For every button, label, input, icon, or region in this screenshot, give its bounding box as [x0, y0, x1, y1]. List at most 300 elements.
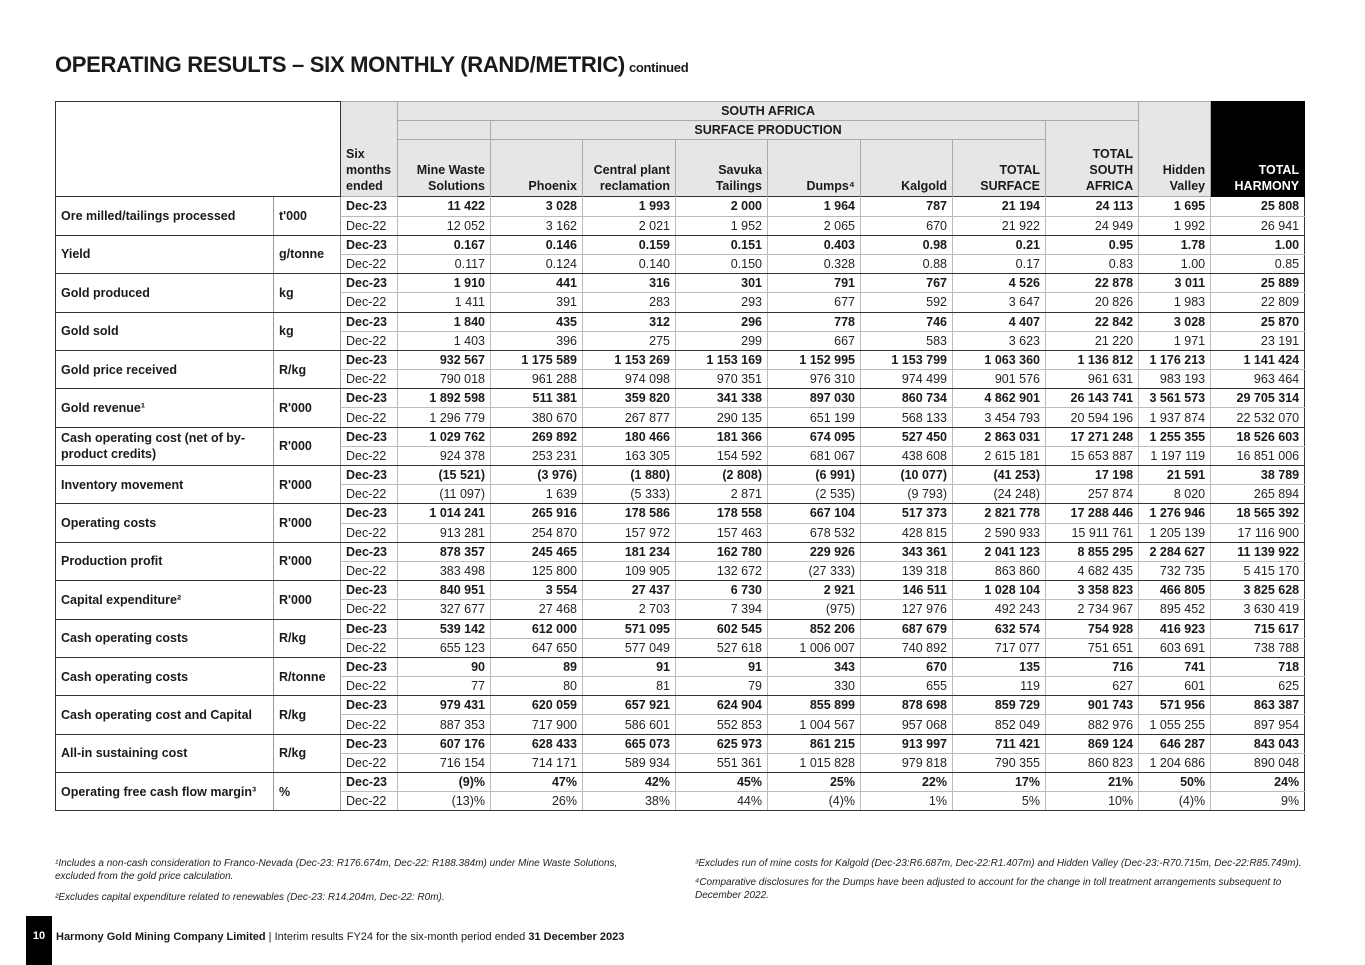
row-unit: t'000	[274, 197, 341, 235]
footnote-2: ²Excludes capital expenditure related to renewables (Dec-23: R14.204m, Dec-22: R0m).	[55, 892, 445, 903]
table-cell: 11 139 922	[1211, 542, 1305, 561]
table-cell: 790 355	[953, 753, 1046, 772]
table-cell: 667	[768, 331, 861, 350]
footnote-4: ⁴Comparative disclosures for the Dumps have been adjusted to account for the change in toll treatment arrangements subsequent to December 2022.	[695, 877, 1282, 901]
table-cell: 878 698	[861, 696, 953, 715]
table-cell: 4 682 435	[1046, 561, 1139, 580]
header-total-harmony	[1211, 102, 1305, 197]
table-cell: 586 601	[583, 715, 676, 734]
table-cell: 8 020	[1139, 485, 1211, 504]
row-period: Dec-22	[341, 523, 398, 542]
table-cell: 89	[491, 657, 583, 676]
table-cell: 961 288	[491, 370, 583, 389]
table-cell: 861 215	[768, 734, 861, 753]
table-cell: 20 826	[1046, 293, 1139, 312]
row-unit: R'000	[274, 389, 341, 427]
table-cell: 3 561 573	[1139, 389, 1211, 408]
row-period: Dec-22	[341, 370, 398, 389]
table-cell: 632 574	[953, 619, 1046, 638]
table-cell: 674 095	[768, 427, 861, 446]
row-period: Dec-23	[341, 235, 398, 254]
table-cell: 343 361	[861, 542, 953, 561]
table-cell: 863 860	[953, 561, 1046, 580]
table-cell: 1 964	[768, 197, 861, 216]
table-cell: 897 954	[1211, 715, 1305, 734]
table-cell: 963 464	[1211, 370, 1305, 389]
table-cell: 655 123	[398, 638, 491, 657]
row-unit: R/kg	[274, 734, 341, 772]
table-cell: 27 468	[491, 600, 583, 619]
table-cell: 435	[491, 312, 583, 331]
table-body	[56, 197, 1305, 811]
header-blank	[56, 102, 341, 197]
page-footer	[26, 916, 726, 965]
row-label: Yield	[56, 235, 274, 273]
page-number: 10	[26, 916, 52, 965]
table-cell: 2 021	[583, 216, 676, 235]
table-cell: 527 618	[676, 638, 768, 657]
table-cell: 0.328	[768, 254, 861, 273]
table-cell: 119	[953, 677, 1046, 696]
table-cell: 646 287	[1139, 734, 1211, 753]
table-cell: 1 153 269	[583, 350, 676, 369]
table-cell: (9 793)	[861, 485, 953, 504]
table-cell: 1 992	[1139, 216, 1211, 235]
row-label: Gold sold	[56, 312, 274, 350]
table-cell: 17%	[953, 773, 1046, 792]
table-cell: 3 028	[1139, 312, 1211, 331]
table-cell: 24 113	[1046, 197, 1139, 216]
table-cell: 1 910	[398, 274, 491, 293]
table-cell: 22%	[861, 773, 953, 792]
table-cell: 539 142	[398, 619, 491, 638]
table-row	[56, 696, 1305, 715]
table-cell: 428 815	[861, 523, 953, 542]
table-cell: 667 104	[768, 504, 861, 523]
table-cell: 330	[768, 677, 861, 696]
table-cell: 1 006 007	[768, 638, 861, 657]
table-cell: 624 904	[676, 696, 768, 715]
table-cell: 2 821 778	[953, 504, 1046, 523]
row-period: Dec-23	[341, 619, 398, 638]
table-cell: 852 049	[953, 715, 1046, 734]
row-period: Dec-22	[341, 293, 398, 312]
table-cell: 2 065	[768, 216, 861, 235]
table-cell: 22 532 070	[1211, 408, 1305, 427]
row-unit: R'000	[274, 427, 341, 465]
table-cell: 3 554	[491, 581, 583, 600]
table-cell: (27 333)	[768, 561, 861, 580]
table-cell: 3 162	[491, 216, 583, 235]
table-cell: 551 361	[676, 753, 768, 772]
table-cell: 391	[491, 293, 583, 312]
table-cell: 42%	[583, 773, 676, 792]
table-cell: 18 526 603	[1211, 427, 1305, 446]
table-cell: 901 743	[1046, 696, 1139, 715]
table-cell: 6 730	[676, 581, 768, 600]
table-cell: 5%	[953, 792, 1046, 811]
table-cell: 651 199	[768, 408, 861, 427]
table-cell: 655	[861, 677, 953, 696]
table-cell: 859 729	[953, 696, 1046, 715]
table-cell: 1 014 241	[398, 504, 491, 523]
table-cell: 21 220	[1046, 331, 1139, 350]
table-cell: 913 997	[861, 734, 953, 753]
table-cell: 625 973	[676, 734, 768, 753]
table-cell: 778	[768, 312, 861, 331]
table-cell: 970 351	[676, 370, 768, 389]
table-cell: 670	[861, 657, 953, 676]
table-cell: (1 880)	[583, 466, 676, 485]
row-period: Dec-22	[341, 600, 398, 619]
table-cell: (10 077)	[861, 466, 953, 485]
row-period: Dec-23	[341, 542, 398, 561]
table-cell: (41 253)	[953, 466, 1046, 485]
table-cell: 2 703	[583, 600, 676, 619]
table-cell: 1 695	[1139, 197, 1211, 216]
table-cell: 257 874	[1046, 485, 1139, 504]
header-six-months-ended: Six months ended	[341, 102, 398, 197]
table-cell: 11 422	[398, 197, 491, 216]
row-period: Dec-22	[341, 331, 398, 350]
table-cell: 527 450	[861, 427, 953, 446]
table-cell: (13)%	[398, 792, 491, 811]
table-cell: 45%	[676, 773, 768, 792]
table-cell: 127 976	[861, 600, 953, 619]
table-cell: 3 630 419	[1211, 600, 1305, 619]
table-cell: 3 358 823	[1046, 581, 1139, 600]
table-cell: 26 143 741	[1046, 389, 1139, 408]
table-cell: 1 840	[398, 312, 491, 331]
row-label: Capital expenditure²	[56, 581, 274, 619]
table-cell: 711 421	[953, 734, 1046, 753]
row-label: Operating free cash flow margin³	[56, 773, 274, 811]
table-cell: 0.88	[861, 254, 953, 273]
table-cell: 157 972	[583, 523, 676, 542]
table-cell: 1 983	[1139, 293, 1211, 312]
table-cell: 1 197 119	[1139, 446, 1211, 465]
table-cell: 44%	[676, 792, 768, 811]
table-cell: 25%	[768, 773, 861, 792]
table-cell: 21%	[1046, 773, 1139, 792]
row-label: Operating costs	[56, 504, 274, 542]
table-cell: 253 231	[491, 446, 583, 465]
table-cell: 245 465	[491, 542, 583, 561]
table-cell: 109 905	[583, 561, 676, 580]
row-label: Gold produced	[56, 274, 274, 312]
table-cell: 283	[583, 293, 676, 312]
table-cell: 852 206	[768, 619, 861, 638]
row-period: Dec-23	[341, 197, 398, 216]
row-period: Dec-23	[341, 427, 398, 446]
row-period: Dec-23	[341, 389, 398, 408]
table-cell: 738 788	[1211, 638, 1305, 657]
row-period: Dec-22	[341, 408, 398, 427]
table-row	[56, 773, 1305, 792]
table-cell: 890 048	[1211, 753, 1305, 772]
row-unit: R/kg	[274, 619, 341, 657]
table-row	[56, 734, 1305, 753]
row-period: Dec-22	[341, 715, 398, 734]
table-cell: 9%	[1211, 792, 1305, 811]
table-cell: 0.85	[1211, 254, 1305, 273]
table-cell: 146 511	[861, 581, 953, 600]
table-cell: 0.98	[861, 235, 953, 254]
table-cell: 1 029 762	[398, 427, 491, 446]
table-cell: 860 823	[1046, 753, 1139, 772]
table-cell: 2 871	[676, 485, 768, 504]
table-cell: (2 808)	[676, 466, 768, 485]
row-period: Dec-23	[341, 581, 398, 600]
footnote-3: ³Excludes run of mine costs for Kalgold (Dec-23:R6.687m, Dec-22:R1.407m) and Hidden Valley (Dec-23:-R70.715m, Dec-22:R85.749m).	[695, 858, 1302, 869]
row-period: Dec-22	[341, 446, 398, 465]
table-cell: 3 011	[1139, 274, 1211, 293]
table-cell: 359 820	[583, 389, 676, 408]
table-cell: 77	[398, 677, 491, 696]
table-cell: 0.95	[1046, 235, 1139, 254]
table-row	[56, 312, 1305, 331]
table-cell: 2 734 967	[1046, 600, 1139, 619]
table-cell: 607 176	[398, 734, 491, 753]
row-unit: R'000	[274, 542, 341, 580]
footer-separator: |	[265, 931, 275, 943]
row-period: Dec-23	[341, 504, 398, 523]
table-cell: (975)	[768, 600, 861, 619]
row-unit: g/tonne	[274, 235, 341, 273]
row-period: Dec-23	[341, 773, 398, 792]
table-cell: 901 576	[953, 370, 1046, 389]
table-cell: 897 030	[768, 389, 861, 408]
table-cell: 10%	[1046, 792, 1139, 811]
table-cell: 15 911 761	[1046, 523, 1139, 542]
table-cell: 181 366	[676, 427, 768, 446]
table-cell: 80	[491, 677, 583, 696]
table-cell: 154 592	[676, 446, 768, 465]
row-label: Cash operating costs	[56, 619, 274, 657]
table-row	[56, 389, 1305, 408]
table-cell: 0.151	[676, 235, 768, 254]
table-cell: 716	[1046, 657, 1139, 676]
table-cell: 1.00	[1139, 254, 1211, 273]
header-hidden-valley	[1139, 102, 1211, 197]
table-cell: 416 923	[1139, 619, 1211, 638]
table-cell: 678 532	[768, 523, 861, 542]
table-cell: 979 818	[861, 753, 953, 772]
row-unit: R/kg	[274, 350, 341, 388]
table-cell: 974 098	[583, 370, 676, 389]
row-period: Dec-22	[341, 561, 398, 580]
table-row	[56, 274, 1305, 293]
table-cell: 341 338	[676, 389, 768, 408]
row-period: Dec-23	[341, 350, 398, 369]
table-cell: 3 825 628	[1211, 581, 1305, 600]
table-row	[56, 427, 1305, 446]
table-cell: 577 049	[583, 638, 676, 657]
table-cell: 7 394	[676, 600, 768, 619]
table-cell: 1%	[861, 792, 953, 811]
table-cell: 0.83	[1046, 254, 1139, 273]
table-cell: 863 387	[1211, 696, 1305, 715]
header-hidden-valley-label: Hidden Valley	[1162, 163, 1206, 194]
row-period: Dec-23	[341, 312, 398, 331]
table-cell: 24%	[1211, 773, 1305, 792]
table-cell: 17 116 900	[1211, 523, 1305, 542]
table-cell: 267 877	[583, 408, 676, 427]
table-cell: 265 916	[491, 504, 583, 523]
table-cell: 0.117	[398, 254, 491, 273]
table-cell: 3 623	[953, 331, 1046, 350]
table-cell: 517 373	[861, 504, 953, 523]
table-cell: 647 650	[491, 638, 583, 657]
footnote-1: ¹Includes a non-cash consideration to Franco-Nevada (Dec-23: R176.674m, Dec-22: R188.384m) under Mine Waste Solutions, excluded from the gold price calculation.	[55, 858, 618, 882]
table-cell: 27 437	[583, 581, 676, 600]
table-cell: 976 310	[768, 370, 861, 389]
header-blank-mws	[398, 121, 491, 140]
table-cell: 25 808	[1211, 197, 1305, 216]
row-unit: R/kg	[274, 696, 341, 734]
table-cell: 380 670	[491, 408, 583, 427]
table-cell: 26%	[491, 792, 583, 811]
table-cell: 38 789	[1211, 466, 1305, 485]
table-cell: 628 433	[491, 734, 583, 753]
table-row	[56, 504, 1305, 523]
table-cell: 612 000	[491, 619, 583, 638]
table-cell: 91	[583, 657, 676, 676]
row-label: Cash operating costs	[56, 657, 274, 695]
table-cell: 1 153 799	[861, 350, 953, 369]
row-label: All-in sustaining cost	[56, 734, 274, 772]
table-cell: 1 971	[1139, 331, 1211, 350]
table-cell: 3 454 793	[953, 408, 1046, 427]
table-cell: (6 991)	[768, 466, 861, 485]
table-cell: 1 205 139	[1139, 523, 1211, 542]
table-cell: 746	[861, 312, 953, 331]
table-cell: 1.00	[1211, 235, 1305, 254]
table-cell: 312	[583, 312, 676, 331]
table-cell: 2 615 181	[953, 446, 1046, 465]
table-cell: 620 059	[491, 696, 583, 715]
table-cell: 924 378	[398, 446, 491, 465]
table-cell: 299	[676, 331, 768, 350]
table-row	[56, 581, 1305, 600]
table-cell: 163 305	[583, 446, 676, 465]
table-cell: 740 892	[861, 638, 953, 657]
table-cell: 18 565 392	[1211, 504, 1305, 523]
table-cell: 1 063 360	[953, 350, 1046, 369]
row-period: Dec-23	[341, 657, 398, 676]
table-cell: 327 677	[398, 600, 491, 619]
header-south-africa: SOUTH AFRICA	[398, 102, 1139, 121]
table-row	[56, 619, 1305, 638]
table-cell: 254 870	[491, 523, 583, 542]
table-cell: 25 870	[1211, 312, 1305, 331]
table-cell: 17 198	[1046, 466, 1139, 485]
table-cell: 625	[1211, 677, 1305, 696]
table-cell: 269 892	[491, 427, 583, 446]
table-cell: 1 141 424	[1211, 350, 1305, 369]
col-phoenix: Phoenix	[491, 140, 583, 197]
row-label: Gold revenue¹	[56, 389, 274, 427]
table-cell: 1 028 104	[953, 581, 1046, 600]
table-row	[56, 197, 1305, 216]
table-cell: 1 153 169	[676, 350, 768, 369]
row-period: Dec-22	[341, 677, 398, 696]
row-unit: kg	[274, 312, 341, 350]
operating-results-table	[55, 101, 1305, 811]
table-cell: 4 407	[953, 312, 1046, 331]
table-cell: 913 281	[398, 523, 491, 542]
table-cell: (3 976)	[491, 466, 583, 485]
table-cell: 790 018	[398, 370, 491, 389]
table-cell: 843 043	[1211, 734, 1305, 753]
table-cell: 275	[583, 331, 676, 350]
table-cell: 1 952	[676, 216, 768, 235]
table-cell: 627	[1046, 677, 1139, 696]
table-cell: 0.150	[676, 254, 768, 273]
table-cell: (4)%	[768, 792, 861, 811]
table-cell: 754 928	[1046, 619, 1139, 638]
footer-company: Harmony Gold Mining Company Limited	[56, 931, 266, 943]
table-cell: 38%	[583, 792, 676, 811]
table-cell: 4 526	[953, 274, 1046, 293]
table-cell: 791	[768, 274, 861, 293]
table-cell: 869 124	[1046, 734, 1139, 753]
table-cell: 592	[861, 293, 953, 312]
table-cell: 181 234	[583, 542, 676, 561]
table-cell: 343	[768, 657, 861, 676]
table-cell: 1 175 589	[491, 350, 583, 369]
table-cell: 16 851 006	[1211, 446, 1305, 465]
table-cell: 718	[1211, 657, 1305, 676]
row-unit: R'000	[274, 504, 341, 542]
table-cell: 571 095	[583, 619, 676, 638]
table-cell: 492 243	[953, 600, 1046, 619]
table-cell: 22 809	[1211, 293, 1305, 312]
table-cell: 1 136 812	[1046, 350, 1139, 369]
row-period: Dec-22	[341, 216, 398, 235]
row-unit: %	[274, 773, 341, 811]
row-period: Dec-23	[341, 696, 398, 715]
table-cell: 125 800	[491, 561, 583, 580]
table-cell: 974 499	[861, 370, 953, 389]
table-cell: 1 152 995	[768, 350, 861, 369]
header-total-harmony-label: TOTAL HARMONY	[1234, 163, 1300, 194]
table-cell: (15 521)	[398, 466, 491, 485]
table-cell: 1 639	[491, 485, 583, 504]
header-surface-production: SURFACE PRODUCTION	[491, 121, 1046, 140]
table-cell: 5 415 170	[1211, 561, 1305, 580]
table-cell: 840 951	[398, 581, 491, 600]
table-cell: 90	[398, 657, 491, 676]
table-cell: 79	[676, 677, 768, 696]
table-cell: 1 892 598	[398, 389, 491, 408]
table-cell: (5 333)	[583, 485, 676, 504]
table-cell: 441	[491, 274, 583, 293]
table-cell: 882 976	[1046, 715, 1139, 734]
row-period: Dec-23	[341, 466, 398, 485]
table-cell: 887 353	[398, 715, 491, 734]
table-cell: 601	[1139, 677, 1211, 696]
row-unit: R'000	[274, 466, 341, 504]
table-cell: 717 077	[953, 638, 1046, 657]
table-cell: 1 004 567	[768, 715, 861, 734]
table-cell: 787	[861, 197, 953, 216]
row-period: Dec-22	[341, 485, 398, 504]
table-cell: 589 934	[583, 753, 676, 772]
col-savuka-tailings: Savuka Tailings	[676, 140, 768, 197]
table-cell: 717 900	[491, 715, 583, 734]
table-row	[56, 657, 1305, 676]
